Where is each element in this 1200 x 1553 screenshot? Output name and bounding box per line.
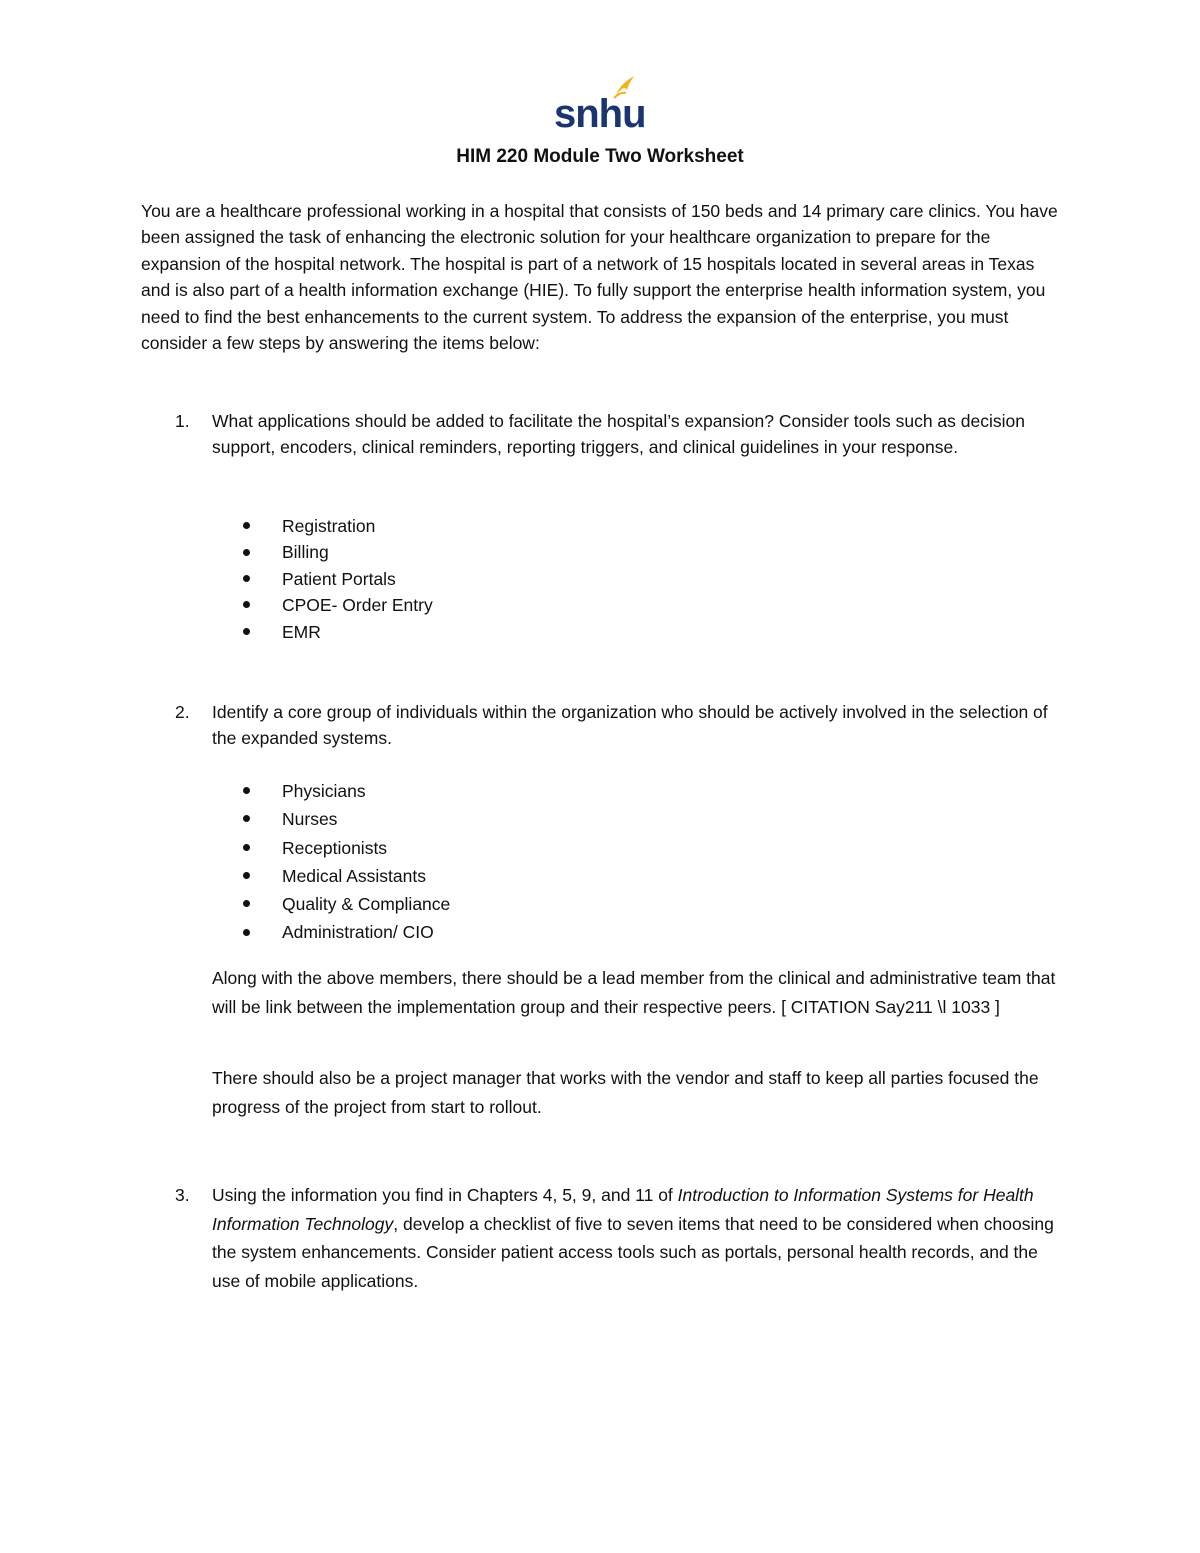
applications-list: [240, 513, 433, 645]
question-text: What applications should be added to facilitate the hospital’s expansion? Consider tools such as decision support, encoders, clinical reminders, reporting triggers, and clinical guidelines in your response.: [212, 411, 1025, 458]
bullet-icon: [243, 815, 250, 822]
list-item: Receptionists: [240, 834, 450, 862]
list-item: Billing: [240, 539, 433, 565]
list-item: Administration/ CIO: [240, 918, 450, 946]
question-text: Using the information you find in Chapters 4, 5, 9, and 11 of Introduction to Information Systems for Health Information Technology, develop a checklist of five to seven items that need to be considered when choosing the system enhancements. Consider patient access tools such as portals, personal health records, and the use of mobile applications.: [212, 1185, 1054, 1291]
individuals-list: [240, 777, 450, 947]
answer-paragraph-project-manager: There should also be a project manager that works with the vendor and staff to keep all parties focused the progress of the project from start to rollout.: [212, 1068, 1039, 1117]
logo-wordmark: snhu: [554, 92, 646, 136]
page-title: HIM 220 Module Two Worksheet: [456, 146, 744, 167]
list-item: EMR: [240, 619, 433, 645]
bullet-icon: [243, 872, 250, 879]
question-number: 1.: [175, 411, 190, 431]
bullet-icon: [243, 628, 250, 635]
book-title: Introduction to Information Systems for Health Information Technology: [212, 1185, 1034, 1234]
bullet-icon: [243, 900, 250, 907]
intro-paragraph: You are a healthcare professional working in a hospital that consists of 150 beds and 14 primary care clinics. You have been assigned the task of enhancing the electronic solution for your healthcare organization to prepare for the expansion of the hospital network. The hospital is part of a network of 15 hospitals located in several areas in Texas and is also part of a health information exchange (HIE). To fully support the enterprise health information system, you need to find the best enhancements to the current system. To address the expansion of the enterprise, you must consider a few steps by answering the items below:: [141, 201, 1058, 354]
bullet-icon: [243, 844, 250, 851]
list-item: Quality & Compliance: [240, 890, 450, 918]
list-item: Physicians: [240, 777, 450, 805]
question-number: 2.: [175, 702, 190, 722]
answer-paragraph-lead-member: Along with the above members, there should be a lead member from the clinical and administrative team that will be link between the implementation group and their respective peers. [ CITATION Say211 \l 1033 ]: [212, 968, 1056, 1017]
question-3: [141, 1181, 1061, 1295]
list-item: Nurses: [240, 805, 450, 833]
list-item: Patient Portals: [240, 566, 433, 592]
bullet-icon: [243, 549, 250, 556]
list-item: CPOE- Order Entry: [240, 592, 433, 618]
bullet-icon: [243, 575, 250, 582]
bullet-icon: [243, 522, 250, 529]
snhu-logo: [554, 74, 646, 136]
question-number: 3.: [175, 1185, 190, 1205]
list-item: Medical Assistants: [240, 862, 450, 890]
bullet-icon: [243, 601, 250, 608]
question-2: [141, 699, 1061, 752]
list-item: Registration: [240, 513, 433, 539]
bullet-icon: [243, 787, 250, 794]
question-text: Identify a core group of individuals within the organization who should be actively involved in the selection of the expanded systems.: [212, 702, 1048, 749]
bullet-icon: [243, 929, 250, 936]
question-1: [141, 408, 1061, 461]
